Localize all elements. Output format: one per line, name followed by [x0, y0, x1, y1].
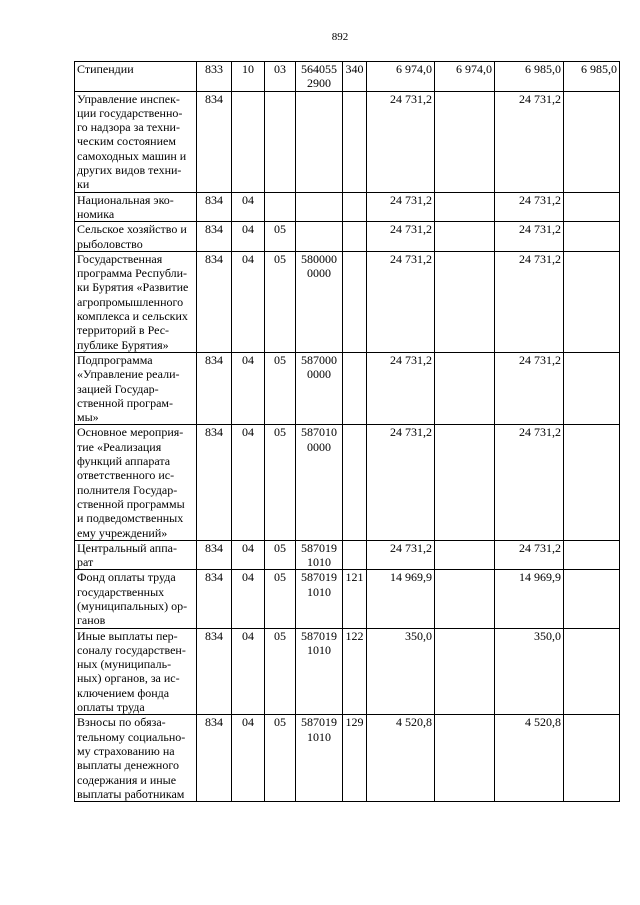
cell-subsection-code: 05 — [265, 251, 296, 352]
cell-subsection-code: 05 — [265, 425, 296, 540]
cell-amount-4 — [564, 251, 620, 352]
cell-amount-3: 24 731,2 — [495, 540, 564, 570]
cell-name: Национальная эко- номика — [75, 192, 197, 222]
cell-subsection-code: 05 — [265, 628, 296, 715]
cell-amount-1: 24 731,2 — [367, 192, 435, 222]
cell-amount-1: 6 974,0 — [367, 62, 435, 92]
table-row — [75, 251, 620, 352]
cell-section-code: 04 — [232, 425, 265, 540]
cell-ministry-code: 834 — [197, 352, 232, 424]
cell-target-code: 580000 0000 — [296, 251, 343, 352]
cell-expense-type: 340 — [343, 62, 367, 92]
budget-table — [74, 61, 620, 802]
cell-ministry-code: 833 — [197, 62, 232, 92]
cell-target-code: 587019 1010 — [296, 540, 343, 570]
cell-target-code: 587000 0000 — [296, 352, 343, 424]
cell-amount-3: 24 731,2 — [495, 352, 564, 424]
cell-expense-type — [343, 192, 367, 222]
table-row — [75, 222, 620, 252]
cell-amount-2 — [435, 425, 495, 540]
cell-amount-2 — [435, 628, 495, 715]
cell-section-code: 04 — [232, 540, 265, 570]
table-row — [75, 628, 620, 715]
cell-subsection-code: 03 — [265, 62, 296, 92]
cell-amount-3: 24 731,2 — [495, 192, 564, 222]
cell-name: Подпрограмма «Управление реали- зацией Государ- ственной програм- мы» — [75, 352, 197, 424]
cell-amount-3: 24 731,2 — [495, 222, 564, 252]
table-body — [75, 62, 620, 802]
cell-amount-3: 24 731,2 — [495, 251, 564, 352]
cell-expense-type — [343, 540, 367, 570]
cell-amount-3: 4 520,8 — [495, 715, 564, 802]
cell-ministry-code: 834 — [197, 192, 232, 222]
cell-target-code: 564055 2900 — [296, 62, 343, 92]
cell-name: Фонд оплаты труда государственных (муниципальных) ор- ганов — [75, 570, 197, 628]
cell-amount-2 — [435, 192, 495, 222]
cell-subsection-code: 05 — [265, 570, 296, 628]
cell-amount-3: 24 731,2 — [495, 91, 564, 192]
cell-amount-3: 14 969,9 — [495, 570, 564, 628]
cell-amount-1: 24 731,2 — [367, 425, 435, 540]
cell-amount-4 — [564, 352, 620, 424]
cell-amount-4 — [564, 425, 620, 540]
cell-amount-1: 24 731,2 — [367, 222, 435, 252]
cell-amount-1: 24 731,2 — [367, 352, 435, 424]
cell-ministry-code: 834 — [197, 251, 232, 352]
cell-section-code: 04 — [232, 628, 265, 715]
cell-name: Сельское хозяйство и рыболовство — [75, 222, 197, 252]
cell-amount-4 — [564, 715, 620, 802]
cell-subsection-code — [265, 192, 296, 222]
cell-expense-type — [343, 222, 367, 252]
cell-amount-4 — [564, 570, 620, 628]
cell-name: Управление инспек- ции государственно- го надзора за техни- ческим состоянием самоходных машин и других видов техни- ки — [75, 91, 197, 192]
table-row — [75, 570, 620, 628]
cell-name: Центральный аппа- рат — [75, 540, 197, 570]
cell-name: Государственная программа Республи- ки Бурятия «Развитие агропромышленного комплекса и сельских территорий в Рес- публике Бурятия» — [75, 251, 197, 352]
cell-amount-4: 6 985,0 — [564, 62, 620, 92]
cell-section-code: 04 — [232, 192, 265, 222]
cell-amount-3: 6 985,0 — [495, 62, 564, 92]
cell-name: Стипендии — [75, 62, 197, 92]
cell-section-code: 10 — [232, 62, 265, 92]
table-row — [75, 425, 620, 540]
cell-amount-2 — [435, 352, 495, 424]
cell-amount-1: 24 731,2 — [367, 540, 435, 570]
cell-name: Взносы по обяза- тельному социально- му страхованию на выплаты денежного содержания и иные выплаты работникам — [75, 715, 197, 802]
cell-section-code: 04 — [232, 715, 265, 802]
cell-section-code: 04 — [232, 570, 265, 628]
cell-subsection-code: 05 — [265, 715, 296, 802]
cell-amount-1: 24 731,2 — [367, 251, 435, 352]
cell-section-code: 04 — [232, 222, 265, 252]
cell-target-code: 587019 1010 — [296, 628, 343, 715]
cell-section-code: 04 — [232, 352, 265, 424]
cell-amount-1: 14 969,9 — [367, 570, 435, 628]
cell-target-code: 587010 0000 — [296, 425, 343, 540]
cell-name: Иные выплаты пер- соналу государствен- ных (муниципаль- ных) органов, за ис- ключением фонда оплаты труда — [75, 628, 197, 715]
cell-amount-2 — [435, 251, 495, 352]
cell-expense-type — [343, 251, 367, 352]
cell-amount-2: 6 974,0 — [435, 62, 495, 92]
cell-expense-type — [343, 91, 367, 192]
cell-expense-type — [343, 425, 367, 540]
cell-expense-type — [343, 352, 367, 424]
cell-ministry-code: 834 — [197, 540, 232, 570]
cell-amount-4 — [564, 192, 620, 222]
cell-target-code — [296, 192, 343, 222]
cell-amount-3: 350,0 — [495, 628, 564, 715]
table-row — [75, 540, 620, 570]
cell-amount-4 — [564, 222, 620, 252]
cell-ministry-code: 834 — [197, 628, 232, 715]
cell-section-code: 04 — [232, 251, 265, 352]
cell-amount-1: 24 731,2 — [367, 91, 435, 192]
table-row — [75, 715, 620, 802]
cell-target-code: 587019 1010 — [296, 715, 343, 802]
cell-ministry-code: 834 — [197, 570, 232, 628]
cell-ministry-code: 834 — [197, 222, 232, 252]
cell-target-code — [296, 91, 343, 192]
cell-amount-2 — [435, 222, 495, 252]
cell-subsection-code: 05 — [265, 540, 296, 570]
cell-amount-1: 350,0 — [367, 628, 435, 715]
cell-name: Основное мероприя- тие «Реализация функций аппарата ответственного ис- полнителя Государ- ственной программы и подведомственных ему учреждений» — [75, 425, 197, 540]
table-row — [75, 192, 620, 222]
cell-expense-type: 129 — [343, 715, 367, 802]
table-row — [75, 91, 620, 192]
cell-amount-2 — [435, 540, 495, 570]
cell-section-code — [232, 91, 265, 192]
cell-amount-1: 4 520,8 — [367, 715, 435, 802]
cell-expense-type: 121 — [343, 570, 367, 628]
table-row — [75, 352, 620, 424]
cell-ministry-code: 834 — [197, 91, 232, 192]
cell-amount-4 — [564, 91, 620, 192]
table-row — [75, 62, 620, 92]
cell-ministry-code: 834 — [197, 715, 232, 802]
cell-amount-2 — [435, 91, 495, 192]
cell-subsection-code: 05 — [265, 222, 296, 252]
cell-amount-4 — [564, 540, 620, 570]
cell-amount-2 — [435, 570, 495, 628]
page-number: 892 — [331, 31, 349, 43]
cell-target-code — [296, 222, 343, 252]
cell-subsection-code — [265, 91, 296, 192]
cell-amount-2 — [435, 715, 495, 802]
cell-expense-type: 122 — [343, 628, 367, 715]
cell-ministry-code: 834 — [197, 425, 232, 540]
cell-amount-4 — [564, 628, 620, 715]
cell-amount-3: 24 731,2 — [495, 425, 564, 540]
cell-target-code: 587019 1010 — [296, 570, 343, 628]
cell-subsection-code: 05 — [265, 352, 296, 424]
